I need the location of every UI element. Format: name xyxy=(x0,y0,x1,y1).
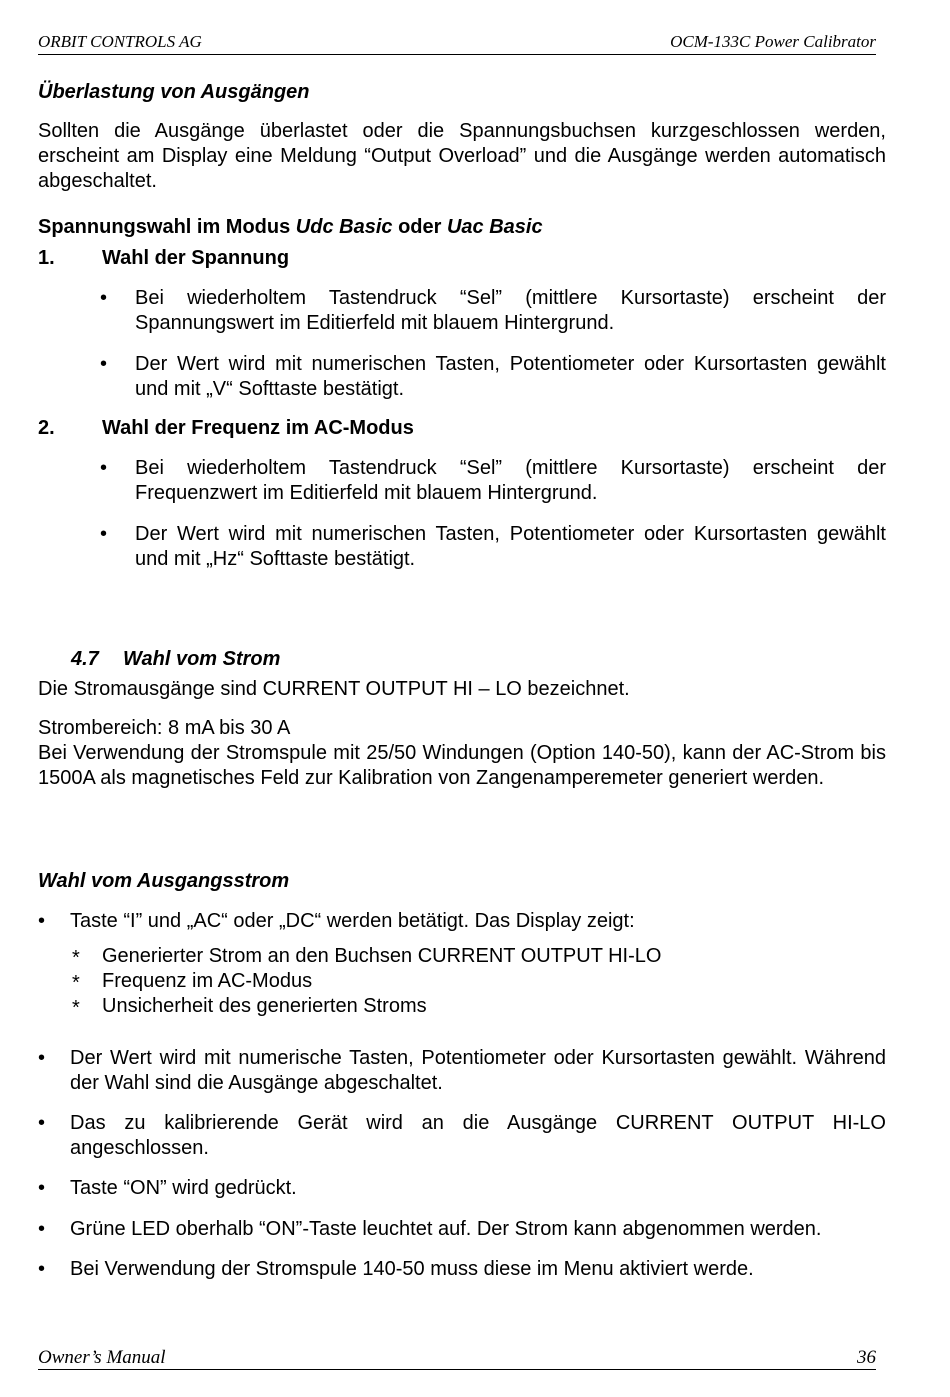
list-item: Der Wert wird mit numerischen Tasten, Potentiometer oder Kursortasten gewählt und mit „V“ Softtaste bestätigt. xyxy=(135,353,886,400)
sub-item-marker: * xyxy=(72,997,80,1019)
voltage-heading-part: oder xyxy=(392,216,447,238)
section-paragraph: Bei Verwendung der Stromspule mit 25/50 Windungen (Option 140-50), kann der AC-Strom bis 1500A als magnetisches Feld zur Kalibration von Zangenamperemeter generiert werden. xyxy=(38,742,886,789)
sub-item: Unsicherheit des generierten Stroms xyxy=(102,995,427,1017)
step-number: 1. xyxy=(38,247,55,269)
bullet-marker: • xyxy=(100,353,108,375)
sub-item: Frequenz im AC-Modus xyxy=(102,970,313,992)
overload-text: Sollten die Ausgänge überlastet oder die Spannungsbuchsen kurzgeschlossen werden, erscheint am Display eine Meldung “Output Overload” und die Ausgänge werden automatisch abgeschaltet. xyxy=(38,120,886,192)
list-item: Grüne LED oberhalb “ON”-Taste leuchtet auf. Der Strom kann abgenommen werden. xyxy=(70,1218,822,1240)
page-footer xyxy=(38,1347,876,1370)
header-company: ORBIT CONTROLS AG xyxy=(38,32,202,51)
voltage-heading-part: Spannungswahl im Modus xyxy=(38,216,296,238)
bullet-marker: • xyxy=(100,457,108,479)
section-number: 4.7 xyxy=(71,648,99,670)
bullet-marker: • xyxy=(38,1047,46,1069)
step-title: Wahl der Spannung xyxy=(102,247,290,269)
bullet-marker: • xyxy=(38,1112,46,1134)
overload-heading: Überlastung von Ausgängen xyxy=(38,81,310,103)
current-range: Strombereich: 8 mA bis 30 A xyxy=(38,717,291,739)
voltage-select-heading xyxy=(38,215,543,240)
list-item: Bei wiederholtem Tastendruck “Sel” (mittlere Kursortaste) erscheint der Frequenzwert im Editierfeld mit blauem Hintergrund. xyxy=(135,457,886,504)
footer-manual: Owner’s Manual xyxy=(38,1347,166,1368)
page-number: 36 xyxy=(857,1347,876,1368)
sub-item-marker: * xyxy=(72,972,80,994)
bullet-marker: • xyxy=(100,287,108,309)
list-item: Taste “ON” wird gedrückt. xyxy=(70,1177,297,1199)
bullet-marker: • xyxy=(38,1218,46,1240)
voltage-heading-mode-dc: Udc Basic xyxy=(295,216,393,238)
section-text: Die Stromausgänge sind CURRENT OUTPUT HI – LO bezeichnet. xyxy=(38,678,630,700)
list-item: Bei wiederholtem Tastendruck “Sel” (mittlere Kursortaste) erscheint der Spannungswert im Editierfeld mit blauem Hintergrund. xyxy=(135,287,886,334)
page-header xyxy=(38,32,876,55)
list-item: Bei Verwendung der Stromspule 140-50 muss diese im Menu aktiviert werde. xyxy=(70,1258,754,1280)
sub-item: Generierter Strom an den Buchsen CURRENT OUTPUT HI-LO xyxy=(102,945,662,967)
step-number: 2. xyxy=(38,417,55,439)
header-product: OCM-133C Power Calibrator xyxy=(670,32,876,51)
step-title: Wahl der Frequenz im AC-Modus xyxy=(102,417,414,439)
list-item: Der Wert wird mit numerischen Tasten, Potentiometer oder Kursortasten gewählt und mit „Hz“ Softtaste bestätigt. xyxy=(135,523,886,570)
list-item: Der Wert wird mit numerische Tasten, Potentiometer oder Kursortasten gewählt. Während der Wahl sind die Ausgänge abgeschaltet. xyxy=(70,1047,886,1094)
sub-item-marker: * xyxy=(72,947,80,969)
bullet-marker: • xyxy=(100,523,108,545)
list-item: Taste “I” und „AC“ oder „DC“ werden betätigt. Das Display zeigt: xyxy=(70,910,635,932)
section-title: Wahl vom Strom xyxy=(123,648,281,670)
voltage-heading-mode-ac: Uac Basic xyxy=(446,216,543,238)
bullet-marker: • xyxy=(38,1258,46,1280)
output-current-heading: Wahl vom Ausgangsstrom xyxy=(38,870,290,892)
list-item: Das zu kalibrierende Gerät wird an die Ausgänge CURRENT OUTPUT HI-LO angeschlossen. xyxy=(70,1112,886,1159)
bullet-marker: • xyxy=(38,1177,46,1199)
bullet-marker: • xyxy=(38,910,46,932)
